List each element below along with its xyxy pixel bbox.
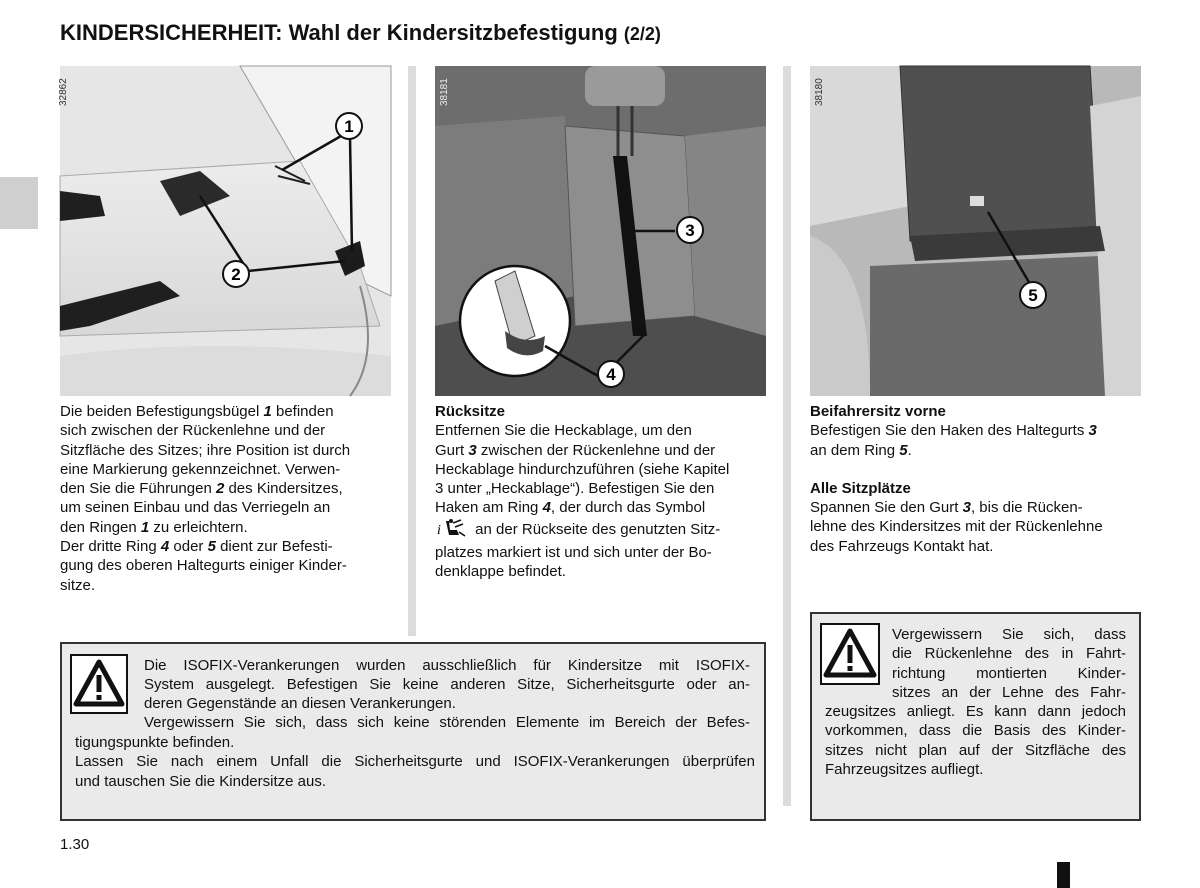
warning-line: tigungspunkte befinden. [75, 734, 235, 751]
warning-box-isofix [60, 642, 766, 821]
warning-right-block-a [892, 625, 1126, 702]
col2-line: Haken am Ring 4, der durch das Symbol [435, 499, 706, 517]
col3-line: Spannen Sie den Gurt 3, bis die Rücken- [810, 499, 1083, 517]
column-separator-2 [783, 66, 791, 806]
col2-line: Heckablage hindurchzuführen (siehe Kapitel [435, 460, 730, 478]
col1-line: eine Markierung gekennzeichnet. Verwen- [60, 460, 341, 478]
callout-3-label: 3 [685, 221, 695, 240]
col2-line: 3 unter „Heckablage“). Befestigen Sie den [435, 480, 715, 498]
warning-line: sitzes nicht plan auf der Sitzfläche des [825, 741, 1126, 759]
warning-line: zeugsitzes anliegt. Es kann dann jedoch [825, 703, 1126, 720]
col2-line: Gurt 3 zwischen der Rückenlehne und der [435, 441, 716, 459]
col3-line: des Fahrzeugs Kontakt hat. [810, 537, 994, 555]
col2-text [435, 402, 766, 582]
col1-line: gung des oberen Haltegurts einiger Kinder- [60, 557, 347, 575]
child-seat-anchor-icon [435, 518, 467, 543]
col3-text [810, 402, 1141, 556]
col1-line: den Sie die Führungen 2 des Kindersitzes, [60, 480, 343, 498]
callout-3 [677, 217, 703, 243]
callout-4 [598, 361, 624, 387]
col3-line: lehne des Kindersitzes mit der Rückenlehne [810, 518, 1103, 536]
col1-line: um seinen Einbau und das Verriegeln an [60, 499, 331, 517]
col1-line: Sitzfläche des Sitzes; ihre Position ist durch [60, 441, 351, 459]
warning-line: Vergewissern Sie sich, dass [892, 626, 1126, 643]
callout-4-label: 4 [606, 365, 616, 384]
column-separator-1 [408, 66, 416, 636]
rear-seats-heading: Rücksitze [435, 403, 506, 420]
warning-line: Fahrzeugsitzes aufliegt. [825, 760, 984, 778]
col2-line: platzes markiert ist und sich unter der Bo- [435, 544, 712, 562]
callout-1 [336, 113, 362, 139]
svg-text:i: i [437, 522, 441, 538]
col3-line: Befestigen Sie den Haken des Haltegurts 3 [810, 422, 1097, 440]
warning-line: die Rückenlehne des in Fahrt- [892, 645, 1126, 663]
spacer [810, 460, 1141, 479]
col1-line: Die beiden Befestigungsbügel 1 befinden [60, 403, 334, 420]
warning-icon [820, 623, 880, 685]
callout-5-label: 5 [1028, 286, 1038, 305]
callout-2-label: 2 [231, 265, 241, 284]
chapter-tab [0, 177, 38, 229]
col1-line: sitze. [60, 576, 96, 594]
warning-line: Lassen Sie nach einem Unfall die Sicherheitsgurte und ISOFIX-Verankerungen überprüfen [75, 753, 755, 771]
page-title-part: (2/2) [623, 24, 661, 44]
warning-icon [70, 654, 128, 714]
col2-line: denklappe befindet. [435, 563, 566, 581]
figure-code: 38181 [439, 78, 450, 106]
warning-box-backrest [810, 612, 1141, 821]
figure-front-passenger-seat [810, 66, 1141, 396]
warning-left-block-a [144, 656, 750, 695]
col1-text [60, 402, 391, 595]
front-passenger-heading: Beifahrersitz vorne [810, 403, 946, 420]
warning-line: Die ISOFIX-Verankerungen wurden ausschließlich für Kindersitze mit ISOFIX- [144, 657, 750, 674]
col1-line: den Ringen 1 zu erleichtern. [60, 518, 248, 536]
col1-line: Der dritte Ring 4 oder 5 dient zur Befesti- [60, 538, 333, 556]
all-seats-heading: Alle Sitzplätze [810, 479, 911, 497]
warning-line: richtung montierten Kinder- [892, 664, 1126, 682]
figure-isofix-anchors [60, 66, 391, 396]
page-title [60, 20, 661, 46]
col2-line: i an der Rückseite des genutzten Sitz- [435, 518, 766, 543]
warning-line: vorkommen, dass die Basis des Kinder- [825, 722, 1126, 740]
figure-code: 38180 [814, 78, 825, 106]
col3-line: an dem Ring 5. [810, 441, 912, 459]
col2-line: Entfernen Sie die Heckablage, um den [435, 422, 692, 440]
warning-line: sitzes an der Lehne des Fahr- [892, 683, 1126, 701]
figure-code: 32862 [58, 78, 69, 106]
callout-5 [1020, 282, 1046, 308]
figure-rear-seats [435, 66, 766, 396]
warning-right-block-b [825, 702, 1126, 779]
col1-line: sich zwischen der Rückenlehne und der [60, 422, 326, 440]
warning-line: Vergewissern Sie sich, dass sich keine störenden Elemente im Bereich der Befes- [144, 714, 750, 732]
page-number: 1.30 [60, 836, 90, 853]
warning-left-block-b [144, 694, 750, 733]
callout-2 [223, 261, 249, 287]
warning-line: deren Gegenstände an diesen Verankerungen. [144, 695, 456, 712]
warning-line: und tauschen Sie die Kindersitze aus. [75, 772, 326, 790]
page-title-text: KINDERSICHERHEIT: Wahl der Kindersitzbefestigung [60, 20, 618, 45]
warning-left-block-c [75, 733, 755, 791]
page-edge-marker [1057, 862, 1070, 888]
warning-line: System ausgelegt. Befestigen Sie keine anderen Sitze, Sicherheitsgurte oder an- [144, 676, 750, 694]
callout-1-label: 1 [344, 117, 354, 136]
